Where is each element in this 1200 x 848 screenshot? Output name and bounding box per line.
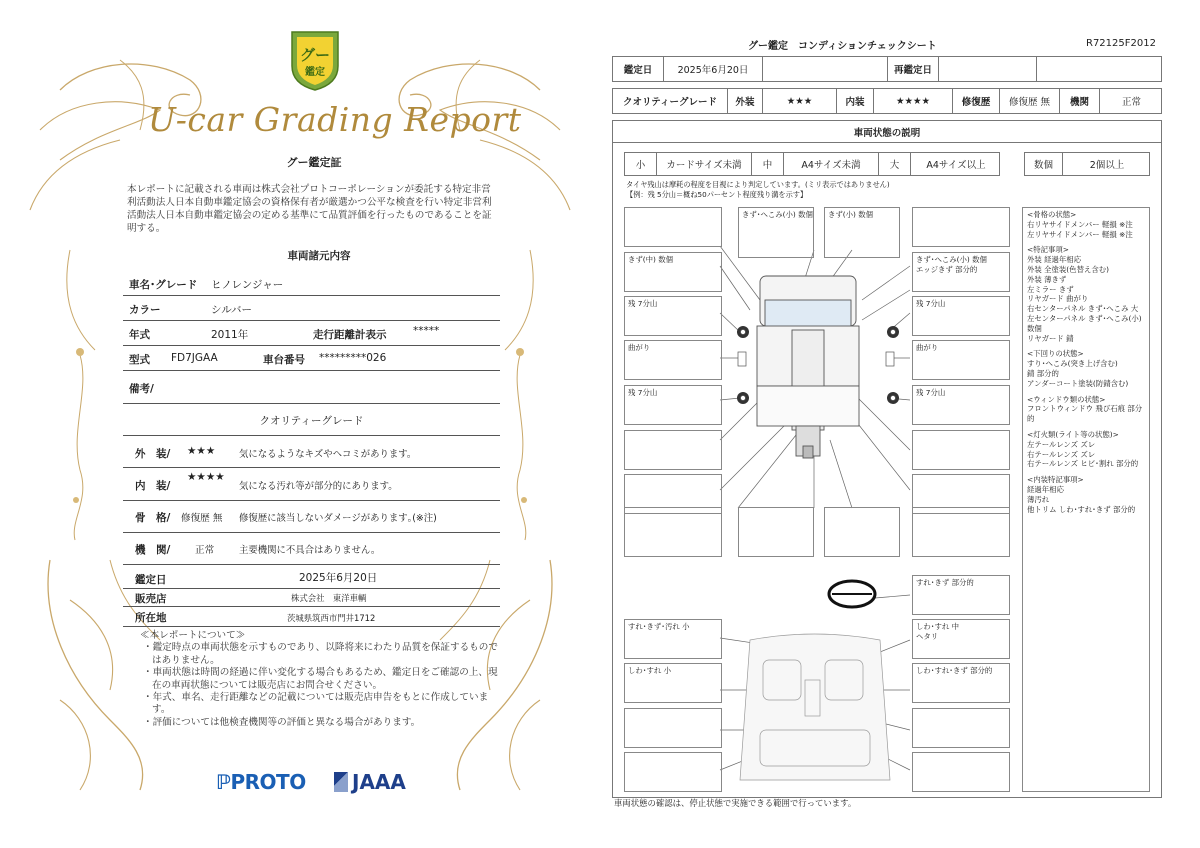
sheet-title: グー鑑定 コンディションチェックシート bbox=[748, 41, 937, 52]
frame-value: 修復歴 無 bbox=[181, 513, 223, 524]
notice-item: ・年式、車名、走行距離などの記載については販売店申告をもとに作成しています。 bbox=[143, 692, 489, 716]
chassis-label: 車台番号 bbox=[263, 354, 305, 366]
remarks-label: 備考/ bbox=[129, 383, 154, 395]
notes-line: 右テールレンズ ズレ bbox=[1027, 449, 1096, 459]
quality-heading-row bbox=[123, 404, 500, 436]
notes-group-title: <下回りの状態> bbox=[1027, 349, 1084, 359]
interior-box bbox=[912, 752, 1010, 792]
mileage-label: 走行距離計表示 bbox=[313, 329, 387, 341]
report-notice bbox=[140, 630, 500, 729]
count-label: 数個 bbox=[1025, 153, 1063, 175]
sheet-id: R72125F2012 bbox=[1086, 38, 1156, 49]
quality-row-frame bbox=[123, 501, 500, 533]
engine-text: 主要機関に不具合はありません。 bbox=[239, 545, 381, 556]
jaaa-mark-icon bbox=[334, 772, 348, 792]
repair-history-label: 修復歴 bbox=[953, 89, 1000, 113]
count-desc: 2個以上 bbox=[1089, 160, 1125, 171]
exterior-box bbox=[824, 507, 900, 557]
exterior-box bbox=[624, 207, 722, 247]
notes-line: 薄汚れ bbox=[1027, 494, 1050, 504]
appraisal-date-row bbox=[123, 565, 500, 589]
notes-line: 右テールレンズ ヒビ･割れ 部分的 bbox=[1027, 459, 1139, 469]
interior-box: すれ･きず･汚れ 小 bbox=[624, 619, 722, 659]
notes-group bbox=[1027, 245, 1145, 343]
dealer-label: 販売店 bbox=[135, 593, 167, 605]
chassis-value: *********026 bbox=[319, 352, 387, 364]
name-grade-value: ヒノレンジャー bbox=[211, 279, 284, 291]
notes-line: リヤガード 錆 bbox=[1027, 333, 1074, 343]
report-script-title: U-car Grading Report bbox=[148, 100, 522, 139]
quality-row-engine bbox=[123, 533, 500, 565]
exterior-box bbox=[912, 430, 1010, 470]
exterior-box: 残 7分山 bbox=[912, 296, 1010, 336]
notes-group bbox=[1027, 395, 1145, 424]
jaaa-logo: JAAA bbox=[334, 770, 406, 794]
notes-line: 左センターパネル きず･へこみ(小) bbox=[1027, 313, 1142, 323]
notes-group-title: <ウィンドウ類の状態> bbox=[1027, 394, 1106, 404]
notes-line: 右リヤサイドメンバー 軽損 ※注 bbox=[1027, 219, 1133, 229]
spec-row-color bbox=[123, 296, 500, 321]
notes-line: 錆 部分的 bbox=[1027, 368, 1059, 378]
color-label: カラー bbox=[129, 304, 161, 316]
address-row bbox=[123, 607, 500, 627]
engine-label: 機 関/ bbox=[135, 544, 171, 556]
goo-appraisal-badge bbox=[286, 28, 344, 92]
dealer-row bbox=[123, 589, 500, 607]
svg-text:グー: グー bbox=[299, 46, 331, 64]
notice-item: ・鑑定時点の車両状態を示すものであり、以降将来にわたり品質を保証するものではありません。 bbox=[143, 642, 498, 666]
exterior-label: 外 装/ bbox=[135, 448, 171, 460]
engine-value: 正常 bbox=[195, 545, 215, 556]
address-value: 茨城県筑西市門井1712 bbox=[287, 613, 376, 623]
notice-item: ・車両状態は時間の経過に伴い変化する場合もあるため、鑑定日をご確認の上、現在の車両状態については販売店にお問合せください。 bbox=[143, 667, 498, 691]
interior-box bbox=[624, 708, 722, 748]
notes-line: 他トリム しわ･すれ･きず 部分的 bbox=[1027, 504, 1136, 514]
proto-logo: ℙPROTO bbox=[216, 770, 306, 794]
notes-line: 数個 bbox=[1027, 323, 1042, 333]
exterior-box bbox=[624, 507, 722, 557]
notes-line: 外装 経過年相応 bbox=[1027, 255, 1082, 265]
interior-box: しわ･すれ 小 bbox=[624, 663, 722, 703]
truck-outline bbox=[757, 276, 859, 458]
certificate-body: 本レポートに記載される車両は株式会社プロトコーポレーションが委託する特定非営利活動法人日本自動車鑑定協会の資格保有者が厳選かつ公平な検査を行い特定非営利活動法人日本自動車鑑定協会の定める基準にて品質評価を行ったものであることを証明する。 bbox=[127, 184, 492, 234]
tire-note: タイヤ残山は摩耗の程度を目視により判定しています。(ミリ表示ではありません) 【例：残 5分山＝概ね50パーセント程度残り溝を示す】 bbox=[626, 180, 890, 199]
name-grade-label: 車名･グレード bbox=[129, 279, 198, 291]
notes-group-title: <骨格の状態> bbox=[1027, 210, 1077, 219]
model-label: 型式 bbox=[129, 354, 150, 366]
quality-row-exterior bbox=[123, 436, 500, 468]
size-medium: 中 bbox=[752, 153, 784, 175]
size-small: 小 bbox=[625, 153, 657, 175]
exterior-stars: ★★★ bbox=[187, 445, 216, 457]
quality-grade-label: クオリティーグレード bbox=[613, 89, 728, 113]
svg-text:鑑定: 鑑定 bbox=[305, 67, 325, 78]
notes-line: 外装 薄きず bbox=[1027, 274, 1067, 284]
exterior-text: 気になるようなキズやヘコミがあります。 bbox=[239, 449, 417, 460]
notes-group-title: <特記事項> bbox=[1027, 245, 1069, 255]
appraisal-date-value: 2025年6月20日 bbox=[664, 57, 763, 81]
interior-box bbox=[912, 708, 1010, 748]
year-value: 2011年 bbox=[211, 329, 249, 341]
notes-group bbox=[1027, 349, 1145, 388]
steering-wheel-icon bbox=[829, 581, 875, 607]
special-notes-panel bbox=[1022, 207, 1150, 792]
quality-grade-heading: クオリティーグレード bbox=[259, 415, 364, 427]
appraisal-date-label: 鑑定日 bbox=[613, 57, 664, 81]
size-medium-desc: A4サイズ未満 bbox=[784, 153, 879, 175]
notes-line: リヤガード 曲がり bbox=[1027, 294, 1089, 304]
interior-box: しわ･すれ･きず 部分的 bbox=[912, 663, 1010, 703]
appraisal-date-label: 鑑定日 bbox=[135, 574, 167, 586]
exterior-box bbox=[624, 430, 722, 470]
exterior-box bbox=[738, 507, 814, 557]
exterior-box: 残 7分山 bbox=[624, 296, 722, 336]
exterior-box bbox=[912, 207, 1010, 247]
appraisal-date-value: 2025年6月20日 bbox=[299, 572, 378, 584]
size-large-desc: A4サイズ以上 bbox=[926, 160, 986, 171]
notes-line: 左テールレンズ ズレ bbox=[1027, 439, 1096, 449]
cabin-interior bbox=[740, 634, 890, 780]
ext-label: 外装 bbox=[728, 89, 763, 113]
mileage-value: ***** bbox=[413, 325, 440, 337]
frame-label: 骨 格/ bbox=[135, 512, 171, 524]
size-small-desc: カードサイズ未満 bbox=[657, 153, 752, 175]
specs-heading: 車両諸元内容 bbox=[287, 250, 351, 262]
notes-group-title: <灯火類(ライト等の状態)> bbox=[1027, 429, 1119, 439]
model-value: FD7JGAA bbox=[171, 352, 218, 364]
int-stars: ★★★★ bbox=[874, 89, 953, 113]
interior-box: しわ･すれ 中 ヘタリ bbox=[912, 619, 1010, 659]
interior-stars: ★★★★ bbox=[187, 471, 225, 483]
dealer-value: 株式会社 東洋車輌 bbox=[291, 593, 367, 603]
notes-line: 外装 全塗装(色替え含む) bbox=[1027, 264, 1110, 274]
notes-group bbox=[1027, 475, 1145, 514]
notes-group-title: <内装特記事項> bbox=[1027, 475, 1084, 485]
year-label: 年式 bbox=[129, 329, 150, 341]
ext-stars: ★★★ bbox=[763, 89, 837, 113]
footer-note: 車両状態の確認は、停止状態で実施できる範囲で行っています。 bbox=[614, 798, 857, 808]
notes-line: 経過年相応 bbox=[1027, 484, 1064, 494]
exterior-box: きず(小) 数個 bbox=[824, 207, 900, 258]
color-value: シルバー bbox=[211, 304, 253, 316]
frame-text: 修復歴に該当しないダメージがあります｡(※注) bbox=[239, 513, 437, 524]
repair-history-value: 修復歴 無 bbox=[1000, 89, 1060, 113]
size-large: 大 bbox=[879, 153, 911, 175]
reappraisal-date-label: 再鑑定日 bbox=[888, 57, 939, 81]
exterior-box: 曲がり bbox=[624, 340, 722, 380]
certificate-heading: グー鑑定証 bbox=[286, 156, 342, 169]
footer-logos bbox=[216, 770, 416, 800]
interior-text: 気になる汚れ等が部分的にあります。 bbox=[239, 481, 398, 492]
notes-line: 左リヤサイドメンバー 軽損 ※注 bbox=[1027, 229, 1133, 239]
exterior-box bbox=[912, 507, 1010, 557]
notes-line: 右センターパネル きず･へこみ 大 bbox=[1027, 304, 1139, 314]
quality-row-interior bbox=[123, 468, 500, 501]
exterior-box: 残 7分山 bbox=[912, 385, 1010, 425]
exterior-box: きず(中) 数個 bbox=[624, 252, 722, 292]
exterior-box: きず･へこみ(小) 数個 エッジきず 部分的 bbox=[912, 252, 1010, 292]
notes-line: アンダーコート塗装(防錆含む) bbox=[1027, 378, 1129, 388]
notes-line: フロントウィンドウ 飛び石痕 部分的 bbox=[1027, 404, 1143, 424]
interior-box: すれ･きず 部分的 bbox=[912, 575, 1010, 615]
notes-group bbox=[1027, 210, 1145, 239]
section-heading: 車両状態の説明 bbox=[613, 121, 1161, 143]
notes-group bbox=[1027, 430, 1145, 469]
condition-check-sheet-page bbox=[600, 0, 1200, 848]
interior-box bbox=[624, 752, 722, 792]
engine-label: 機関 bbox=[1060, 89, 1100, 113]
spec-row-model-chassis bbox=[123, 346, 500, 371]
spec-row-remarks bbox=[123, 371, 500, 404]
notes-line: すり･へこみ(突き上げ含む) bbox=[1027, 359, 1118, 369]
notice-item: ・評価については他検査機関等の評価と異なる場合があります。 bbox=[143, 716, 421, 728]
notice-title: ≪本レポートについて≫ bbox=[140, 630, 246, 641]
int-label: 内装 bbox=[837, 89, 874, 113]
engine-value: 正常 bbox=[1121, 97, 1141, 108]
spec-row-year-mileage bbox=[123, 321, 500, 346]
exterior-box: きず･へこみ(小) 数個 bbox=[738, 207, 814, 258]
notes-line: 左ミラー きず bbox=[1027, 284, 1074, 294]
spec-row-name-grade bbox=[123, 272, 500, 296]
exterior-box: 曲がり bbox=[912, 340, 1010, 380]
address-label: 所在地 bbox=[135, 612, 167, 624]
interior-label: 内 装/ bbox=[135, 480, 171, 492]
exterior-box: 残 7分山 bbox=[624, 385, 722, 425]
